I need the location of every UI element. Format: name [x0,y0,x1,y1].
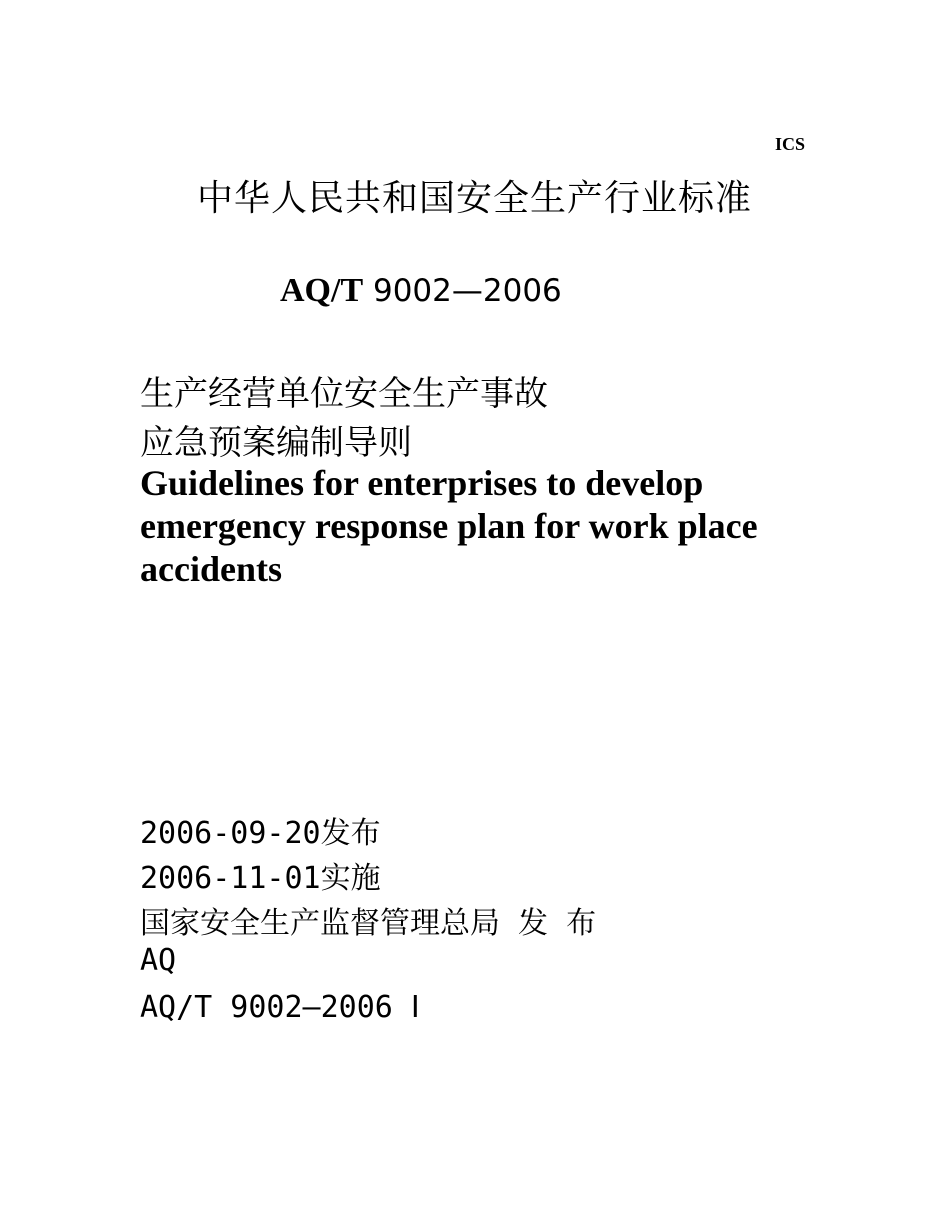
title-en-line-1: Guidelines for enterprises to develop [140,463,704,503]
implementation-date: 2006-11-01实施 [140,861,381,896]
title-en-line-2: emergency response plan for work place [140,506,758,546]
standard-code-prefix: AQ/T [280,272,364,309]
standard-code-number: 9002—2006 [363,273,562,309]
footer-code: AQ/T 9002—2006 Ⅰ [140,990,420,1025]
standard-code [280,270,562,310]
title-en-line-3: accidents [140,549,282,589]
title-cn-line-1: 生产经营单位安全生产事故 [140,374,548,414]
aq-mark: AQ [140,943,177,978]
ics-label: ICS [775,134,806,154]
issue-date: 2006-09-20发布 [140,816,381,851]
industry-standard-heading: 中华人民共和国安全生产行业标准 [197,178,753,219]
title-cn-line-2: 应急预案编制导则 [140,423,412,463]
issuing-authority: 国家安全生产监督管理总局 发 布 [140,906,597,941]
